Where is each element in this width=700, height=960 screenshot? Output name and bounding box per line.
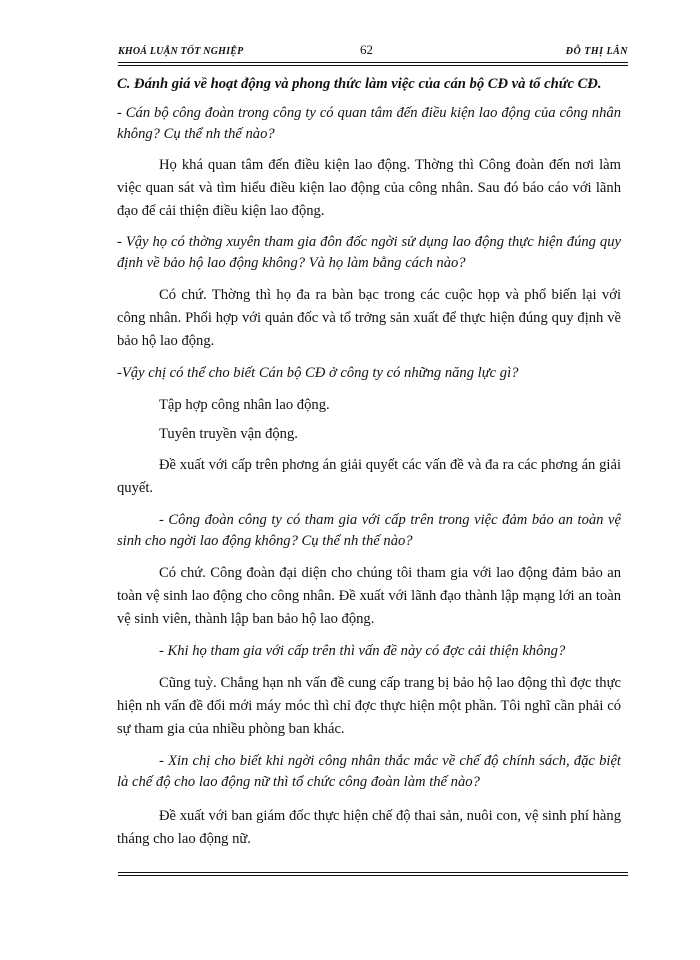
interview-answer: Đề xuất với cấp trên phơng án giải quyết các vấn đề và đa ra các phơng án giải quyết. [117,457,621,496]
interview-question: - Công đoàn công ty có tham gia với cấp trên trong việc đảm bảo an toàn vệ sinh cho ngời lao động không? Cụ thể nh thế nào? [117,512,621,549]
interview-answer: Có chứ. Thờng thì họ đa ra bàn bạc trong các cuộc họp và phổ biến lại với công nhân. Phối hợp với quản đốc và tổ trởng sản xuất để thực hiện đúng quy định về bảo hộ lao động. [117,287,621,349]
interview-answer: Họ khá quan tâm đến điều kiện lao động. Thờng thì Công đoàn đến nơi làm việc quan sát và tìm hiểu điều kiện lao động của công nhân. Sau đó báo cáo với lãnh đạo để cải thiện điều kiện lao động. [117,157,621,219]
header-rule [118,62,628,63]
interview-answer: Đề xuất với ban giám đốc thực hiện chế độ thai sản, nuôi con, vệ sinh phí hàng tháng cho lao động nữ. [117,808,621,847]
header-thesis-title: KHOÁ LUẬN TỐT NGHIỆP [118,46,244,57]
answer-list-item: Tuyên truyền vận động. [159,426,298,442]
interview-question: - Cán bộ công đoàn trong công ty có quan tâm đến điều kiện lao động của công nhân không? Cụ thể nh thế nào? [117,105,621,142]
page-number: 62 [360,42,373,57]
page-body [117,74,621,851]
page-header [118,36,628,66]
interview-question: - Khi họ tham gia với cấp trên thì vấn đề này có đợc cải thiện không? [159,643,566,659]
footer-rule [118,872,628,873]
section-heading: C. Đánh giá về hoạt động và phong thức làm việc của cán bộ CĐ và tổ chức CĐ. [117,76,602,92]
footer-rule [118,875,628,876]
interview-answer: Cũng tuỳ. Chẳng hạn nh vấn đề cung cấp trang bị bảo hộ lao động thì đợc thực hiện nh vấn đề đổi mới máy móc thì chỉ đợc thực hiện một phần. Tôi nghĩ cần phải có sự tham gia của nhiều phòng ban khác. [117,675,621,737]
header-rule [118,65,628,66]
interview-answer: Có chứ. Công đoàn đại diện cho chúng tôi tham gia với lao động đảm bảo an toàn vệ sinh lao động cho công nhân. Đề xuất với lãnh đạo thành lập mạng lới an toàn vệ sinh viên, thành lập ban bảo hộ lao động. [117,565,621,627]
interview-question: - Xin chị cho biết khi ngời công nhân thắc mắc về chế độ chính sách, đặc biệt là chế độ cho lao động nữ thì tổ chức công đoàn làm thế nào? [117,753,621,790]
header-author-name: ĐỖ THỊ LÂN [565,46,628,57]
interview-question: - Vậy họ có thờng xuyên tham gia đôn đốc ngời sử dụng lao động thực hiện đúng quy định về bảo hộ lao động không? Và họ làm bằng cách nào? [117,234,621,271]
answer-list-item: Tập hợp công nhân lao động. [159,397,330,413]
interview-question: -Vậy chị có thể cho biết Cán bộ CĐ ở công ty có những năng lực gì? [117,365,519,381]
